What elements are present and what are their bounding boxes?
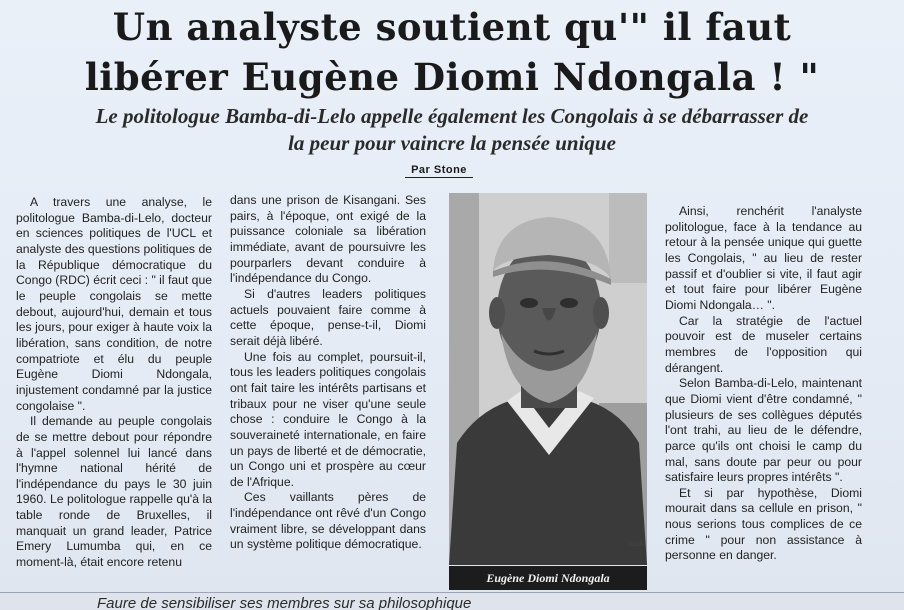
article-headline xyxy=(0,2,904,102)
paragraph: Il demande au peuple congolais de se mettre debout pour répondre à l'appel solennel lui lancé dans l'hymne national hérité de l'indépendance du pays le 30 juin 1960. Le politologue rappelle qu'à la table ronde de Bruxelles, il manquait un grand leader, Patrice Emery Lumumba qui, en ce moment-là, était encore retenu xyxy=(16,414,212,570)
portrait-photo xyxy=(449,193,647,565)
headline-line-2: libérer Eugène Diomi Ndongala ! " xyxy=(84,55,820,99)
photo-credit: Radi xyxy=(628,541,643,548)
subhead-line-2: la peur pour vaincre la pensée unique xyxy=(288,131,616,155)
next-article-teaser: Faure de sensibiliser ses membres sur sa philosophique xyxy=(97,596,472,610)
paragraph: dans une prison de Kisangani. Ses pairs, à l'époque, ont exigé de la puissance coloniale sa libération immédiate, avant de poursuivre les pourparlers devant conduire à l'indépendance du Congo. xyxy=(230,193,426,286)
paragraph: Ces vaillants pères de l'indépendance ont rêvé d'un Congo vraiment libre, se développant dans un système politique démocratique. xyxy=(230,490,426,552)
portrait-illustration xyxy=(449,193,647,565)
article-subhead xyxy=(10,103,894,157)
byline: Par Stone xyxy=(405,164,473,178)
article-column-1 xyxy=(16,195,212,571)
photo-caption: Eugène Diomi Ndongala xyxy=(449,566,647,590)
paragraph: Ainsi, renchérit l'analyste politologue, face à la tendance au retour à la pensée unique qui guette les Congolais, " au lieu de rester passif et d'oublier si vite, il faut agir et tout faire pour libérer Eugène Diomi Ndongala… ". xyxy=(665,204,862,312)
article-column-2 xyxy=(230,193,426,553)
subhead-line-1: Le politologue Bamba-di-Lelo appelle également les Congolais à se débarrasser de xyxy=(95,104,809,128)
paragraph: Car la stratégie de l'actuel pouvoir est de museler certains membres de l'opposition qui dérangent. xyxy=(665,313,862,375)
paragraph: A travers une analyse, le politologue Bamba-di-Lelo, docteur en sciences politiques de l'UCL et analyste des questions politiques de la République démocratique du Congo (RDC) écrit ceci : " il faut que le peuple congolais se mette debout, aujourd'hui, demain et tous les jours, pour exiger à haute voix la libération, sans condition, de notre compatriote et élu du peuple Eugène Diomi Ndongala, injustement condamné par la justice congolaise ". xyxy=(16,195,213,413)
headline-line-1: Un analyste soutient qu'" il faut xyxy=(112,5,792,49)
article-column-3 xyxy=(665,204,862,564)
paragraph: Une fois au complet, poursuit-il, tous les leaders politiques congolais ont fait taire les intérêts partisans et tribaux pour ne viser qu'une seule chose : conduire le Congo à la souveraineté internationale, en faire un pays de liberté et de démocratie, un Congo uni et prospère au cœur de l'Afrique. xyxy=(230,349,426,489)
paragraph: Si d'autres leaders politiques actuels pouvaient faire comme à cette époque, pense-t-il, Diomi serait déjà libéré. xyxy=(230,286,426,348)
paragraph: Selon Bamba-di-Lelo, maintenant que Diomi vient d'être condamné, " plusieurs de ses collègues députés l'ont trahi, au lieu de le défendre, parce qu'ils ont choisi le camp du mal, sans doute par peur ou pour satisfaire leurs propres intérêts ". xyxy=(665,376,862,485)
paragraph: Et si par hypothèse, Diomi mourait dans sa cellule en prison, " nous serions tous complices de ce crime " pour non assistance à personne en danger. xyxy=(665,485,862,563)
